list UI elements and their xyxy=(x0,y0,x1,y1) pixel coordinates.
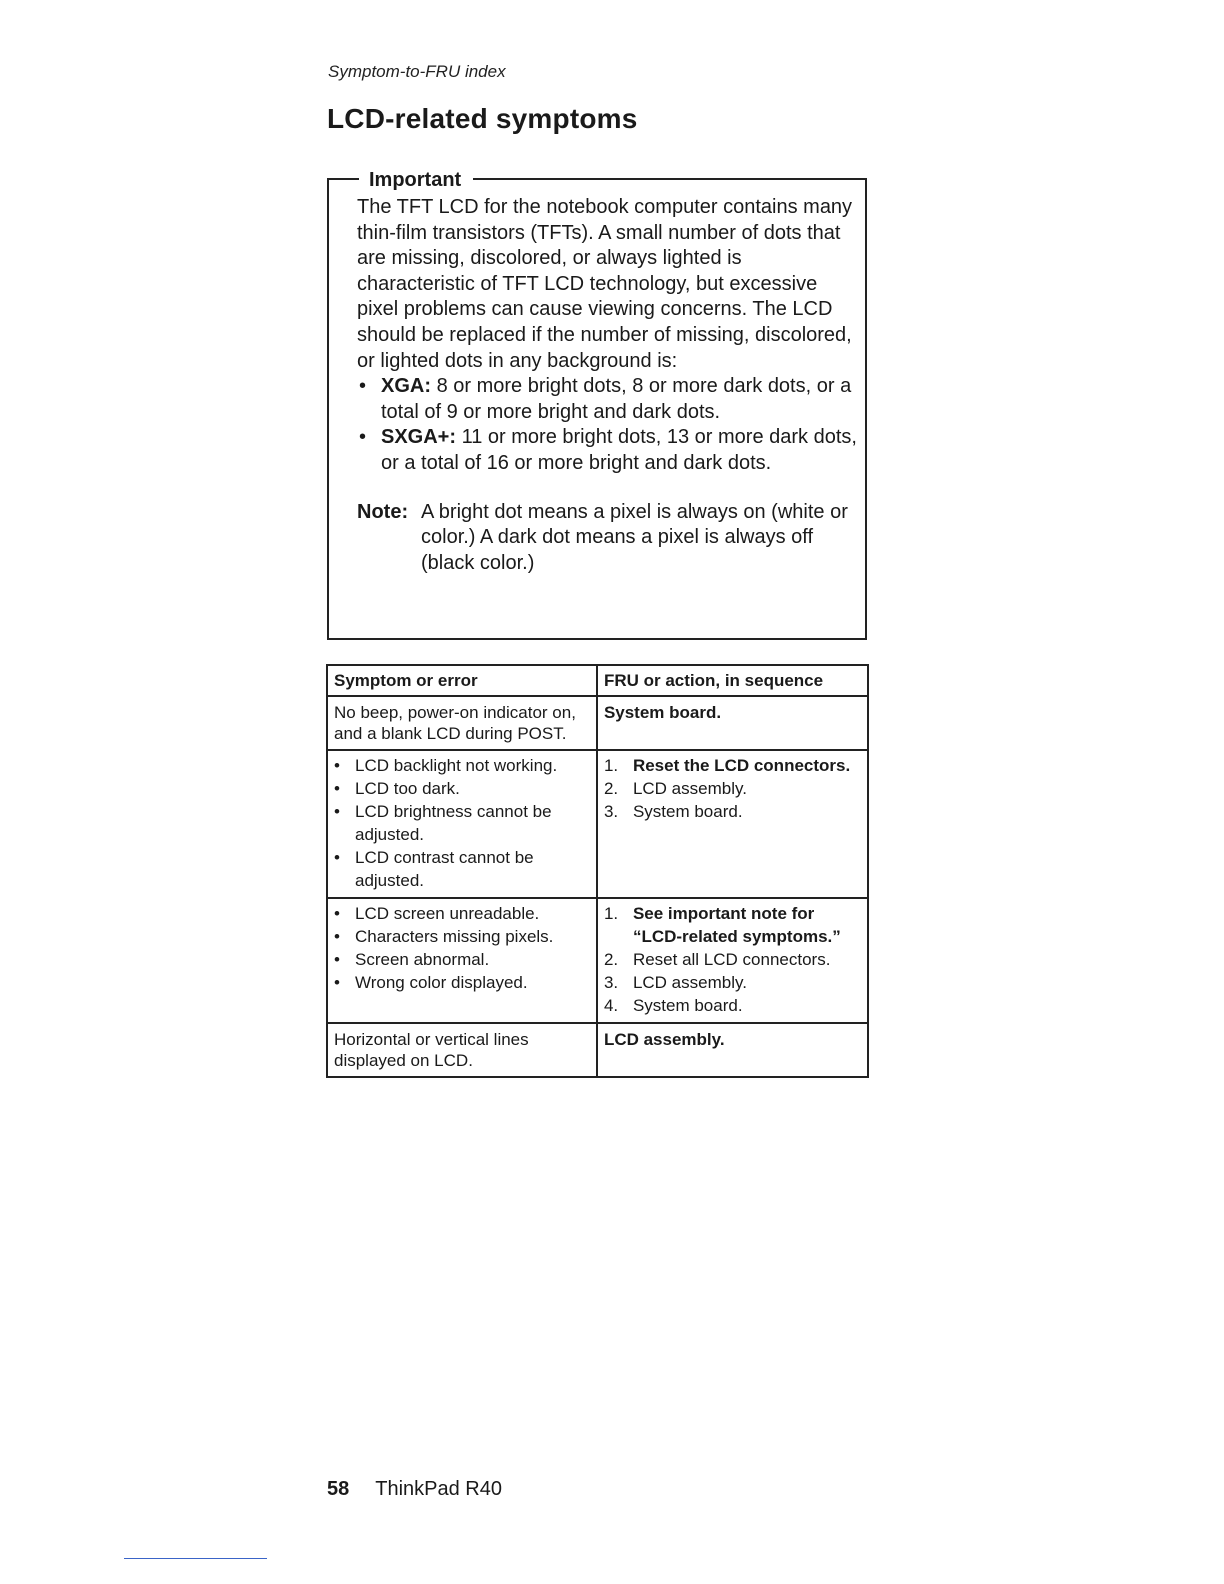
list-item xyxy=(604,902,861,948)
running-head: Symptom-to-FRU index xyxy=(328,62,506,81)
page-number: 58 xyxy=(327,1478,350,1500)
bullet-text: 11 or more bright dots, 13 or more dark dots, or a total of 16 or more bright and dark dots. xyxy=(381,426,857,474)
page-footer xyxy=(327,1478,502,1501)
column-header-action: FRU or action, in sequence xyxy=(597,665,868,696)
symptom-text: Characters missing pixels. xyxy=(355,927,554,946)
symptom-text: LCD too dark. xyxy=(355,779,460,798)
step-number: 2. xyxy=(603,779,619,798)
list-item xyxy=(334,902,590,925)
symptom-cell: No beep, power-on indicator on, and a blank LCD during POST. xyxy=(327,696,597,750)
list-item xyxy=(334,777,590,800)
bullet-icon: • xyxy=(334,973,340,992)
symptom-text: LCD backlight not working. xyxy=(355,756,558,775)
page-title: LCD-related symptoms xyxy=(327,103,638,134)
bullet-icon: • xyxy=(334,779,340,798)
step-text: LCD assembly. xyxy=(632,779,747,798)
list-item xyxy=(334,846,590,892)
list-item xyxy=(604,971,861,994)
step-text: System board. xyxy=(632,996,743,1015)
important-box xyxy=(327,169,867,640)
list-item xyxy=(357,425,857,476)
symptom-text: Wrong color displayed. xyxy=(355,973,528,992)
important-body xyxy=(357,195,857,576)
bullet-icon: • xyxy=(334,950,340,969)
action-cell xyxy=(597,750,868,898)
column-header-symptom: Symptom or error xyxy=(327,665,597,696)
symptom-text: LCD contrast cannot be adjusted. xyxy=(355,848,534,890)
step-text: Reset all LCD connectors. xyxy=(632,950,831,969)
note xyxy=(357,500,857,577)
list-item xyxy=(604,948,861,971)
bullet-icon: • xyxy=(359,375,367,398)
list-item xyxy=(357,374,857,425)
note-label: Note: xyxy=(357,500,409,523)
symptom-cell xyxy=(327,750,597,898)
bullet-term: SXGA+: xyxy=(381,426,457,449)
action-cell: LCD assembly. xyxy=(597,1023,868,1077)
symptom-fru-table xyxy=(326,664,869,1078)
symptom-text: Screen abnormal. xyxy=(355,950,490,969)
important-bullet-list xyxy=(357,374,857,476)
step-number: 2. xyxy=(603,950,619,969)
important-rule-left xyxy=(327,178,359,180)
list-item xyxy=(334,754,590,777)
note-text: A bright dot means a pixel is always on (white or color.) A dark dot means a pixel is always off (black color.) xyxy=(421,500,848,574)
list-item xyxy=(604,994,861,1017)
step-text: System board. xyxy=(632,802,743,821)
step-text: See important note for “LCD-related symptoms.” xyxy=(632,904,841,946)
list-item xyxy=(334,948,590,971)
step-number: 1. xyxy=(603,904,619,923)
symptom-cell xyxy=(327,898,597,1023)
table-row xyxy=(327,1023,868,1077)
step-text: LCD assembly. xyxy=(632,973,747,992)
bullet-icon: • xyxy=(359,426,367,449)
list-item xyxy=(334,925,590,948)
bullet-icon: • xyxy=(334,904,340,923)
bullet-icon: • xyxy=(334,848,340,867)
list-item xyxy=(334,971,590,994)
product-name: ThinkPad R40 xyxy=(375,1478,502,1500)
table-header-row xyxy=(327,665,868,696)
step-number: 4. xyxy=(603,996,619,1015)
bullet-icon: • xyxy=(334,927,340,946)
important-label: Important xyxy=(369,169,462,191)
action-cell: System board. xyxy=(597,696,868,750)
step-number: 3. xyxy=(603,973,619,992)
table-row xyxy=(327,898,868,1023)
list-item xyxy=(604,800,861,823)
important-paragraph: The TFT LCD for the notebook computer contains many thin-film transistors (TFTs). A small number of dots that are missing, discolored, or always lighted is characteristic of TFT LCD technology, but excessive pixel problems can cause viewing concerns. The LCD should be replaced if the number of missing, discolored, or lighted dots in any background is: xyxy=(357,196,853,372)
step-number: 1. xyxy=(603,756,619,775)
table-row xyxy=(327,750,868,898)
list-item xyxy=(604,754,861,777)
bullet-icon: • xyxy=(334,756,340,775)
step-text: Reset the LCD connectors. xyxy=(632,756,851,775)
symptom-cell: Horizontal or vertical lines displayed on LCD. xyxy=(327,1023,597,1077)
list-item xyxy=(334,800,590,846)
important-rule-right xyxy=(473,178,867,180)
list-item xyxy=(604,777,861,800)
bottom-rule xyxy=(124,1558,267,1559)
action-cell xyxy=(597,898,868,1023)
bullet-icon: • xyxy=(334,802,340,821)
symptom-text: LCD screen unreadable. xyxy=(355,904,540,923)
bullet-term: XGA: xyxy=(381,375,431,398)
step-number: 3. xyxy=(603,802,619,821)
symptom-text: LCD brightness cannot be adjusted. xyxy=(355,802,552,844)
table-row xyxy=(327,696,868,750)
bullet-text: 8 or more bright dots, 8 or more dark dots, or a total of 9 or more bright and dark dots. xyxy=(381,375,852,423)
